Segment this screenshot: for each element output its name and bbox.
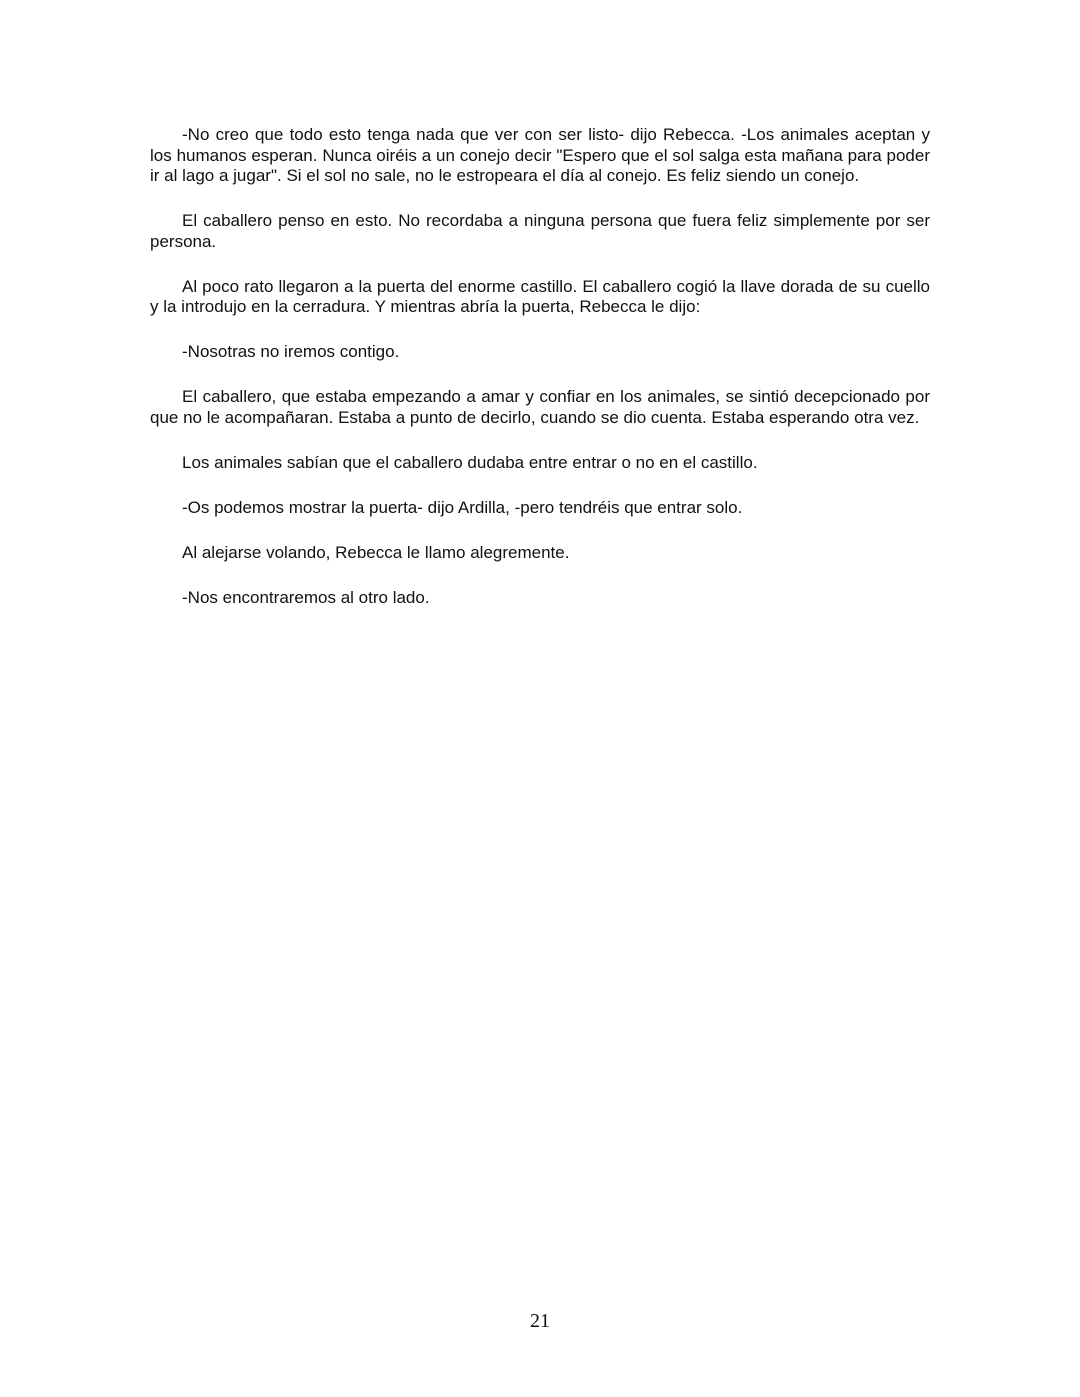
- paragraph-8: Al alejarse volando, Rebecca le llamo alegremente.: [182, 542, 570, 562]
- paragraph-1: -No creo que todo esto tenga nada que ver con ser listo- dijo Rebecca. -Los animales aceptan y los humanos esperan. Nunca oiréis a un conejo decir "Espero que el sol salga esta mañana para poder ir al lago a jugar". Si el sol no sale, no le estropeara el día al conejo. Es feliz siendo un conejo.: [150, 125, 930, 185]
- paragraph-2: El caballero penso en esto. No recordaba a ninguna persona que fuera feliz simplemente por ser persona.: [150, 211, 930, 251]
- paragraph-4: -Nosotras no iremos contigo.: [182, 342, 400, 361]
- page-body: [150, 125, 930, 633]
- page-number: 21: [530, 1310, 550, 1332]
- paragraph-7: -Os podemos mostrar la puerta- dijo Ardilla, -pero tendréis que entrar solo.: [182, 497, 743, 517]
- paragraph-6: Los animales sabían que el caballero dudaba entre entrar o no en el castillo.: [182, 452, 758, 472]
- paragraph-5: El caballero, que estaba empezando a amar y confiar en los animales, se sintió decepcionado por que no le acompañaran. Estaba a punto de decirlo, cuando se dio cuenta. Estaba esperando otra vez.: [150, 387, 930, 427]
- paragraph-3: Al poco rato llegaron a la puerta del enorme castillo. El caballero cogió la llave dorada de su cuello y la introdujo en la cerradura. Y mientras abría la puerta, Rebecca le dijo:: [150, 276, 930, 316]
- paragraph-9: -Nos encontraremos al otro lado.: [182, 587, 430, 607]
